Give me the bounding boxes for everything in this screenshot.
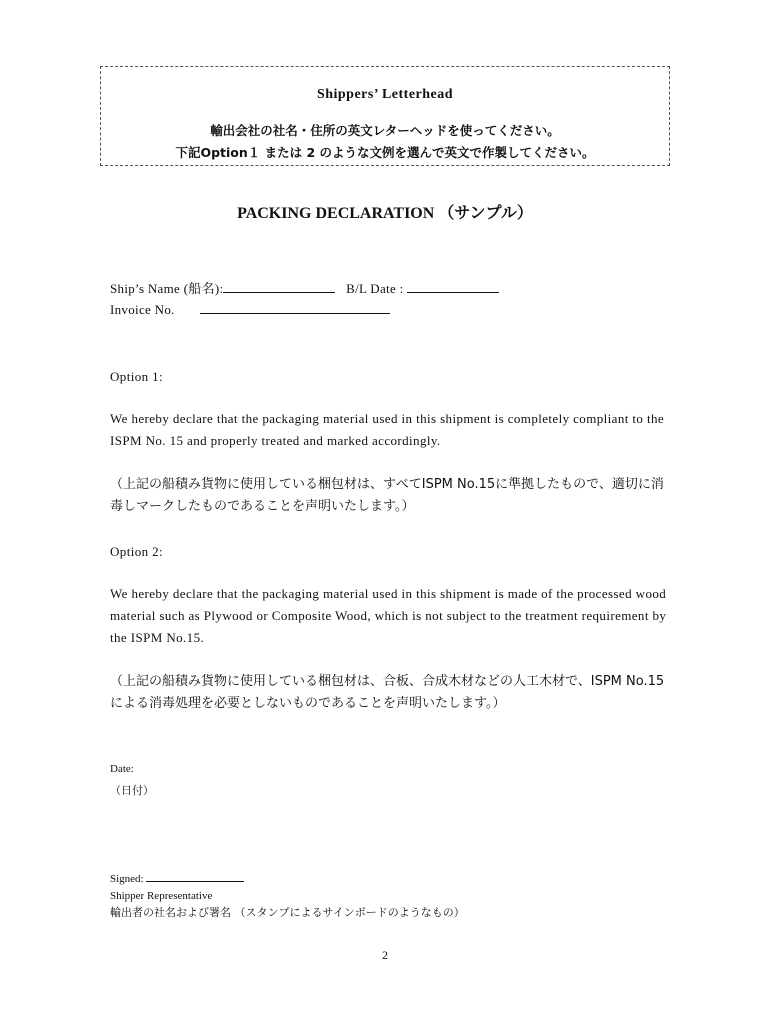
bl-date-label: B/L Date : xyxy=(346,281,404,296)
bl-date-blank xyxy=(407,280,499,293)
document-title-en: PACKING DECLARATION xyxy=(237,205,435,222)
ship-name-row xyxy=(110,278,499,297)
document-title xyxy=(0,200,770,223)
page-number: 2 xyxy=(382,948,388,962)
letterhead-instruction-1: 輸出会社の社名・住所の英文レターヘッドを使ってください。 xyxy=(210,123,560,138)
invoice-label: Invoice No. xyxy=(110,302,175,317)
signed-row xyxy=(110,872,244,885)
date-label: Date: xyxy=(110,763,134,775)
document-title-jp: （サンプル） xyxy=(438,203,533,222)
invoice-row xyxy=(110,301,390,318)
date-label-jp: （日付） xyxy=(110,784,154,797)
option1-heading: Option 1: xyxy=(110,369,164,384)
letterhead-box xyxy=(100,66,670,166)
option1-text-en: We hereby declare that the packaging material used in this shipment is completely compliant to the ISPM No. 15 and properly treated and marked accordingly. xyxy=(110,411,665,448)
signed-label: Signed: xyxy=(110,873,144,885)
ship-name-blank xyxy=(223,280,335,293)
option2-text-en: We hereby declare that the packaging material used in this shipment is made of the processed wood material such as Plywood or Composite Wood, which is not subject to the treatment requirement by the ISPM No.15. xyxy=(110,586,667,645)
shipper-representative: Shipper Representative xyxy=(110,890,213,902)
option1-text-jp: （上記の船積み貨物に使用している梱包材は、すべてISPM No.15に準拠したもので、適切に消毒しマークしたものであることを声明いたします。） xyxy=(110,477,664,514)
ship-name-label: Ship’s Name (船名): xyxy=(110,281,224,296)
invoice-blank xyxy=(200,301,390,314)
option2-heading: Option 2: xyxy=(110,544,164,559)
signature-blank xyxy=(146,872,244,882)
letterhead-instruction-2: 下記Option１ または 2 のような文例を選んで英文で作製してください。 xyxy=(175,145,595,160)
letterhead-title: Shippers’ Letterhead xyxy=(316,87,454,102)
signature-note-jp: 輸出者の社名および署名 （スタンプによるサインボードのようなもの） xyxy=(110,906,465,919)
option2-text-jp: （上記の船積み貨物に使用している梱包材は、合板、合成木材などの人工木材で、ISPM No.15による消毒処理を必要としないものであることを声明いたします。） xyxy=(110,674,665,711)
